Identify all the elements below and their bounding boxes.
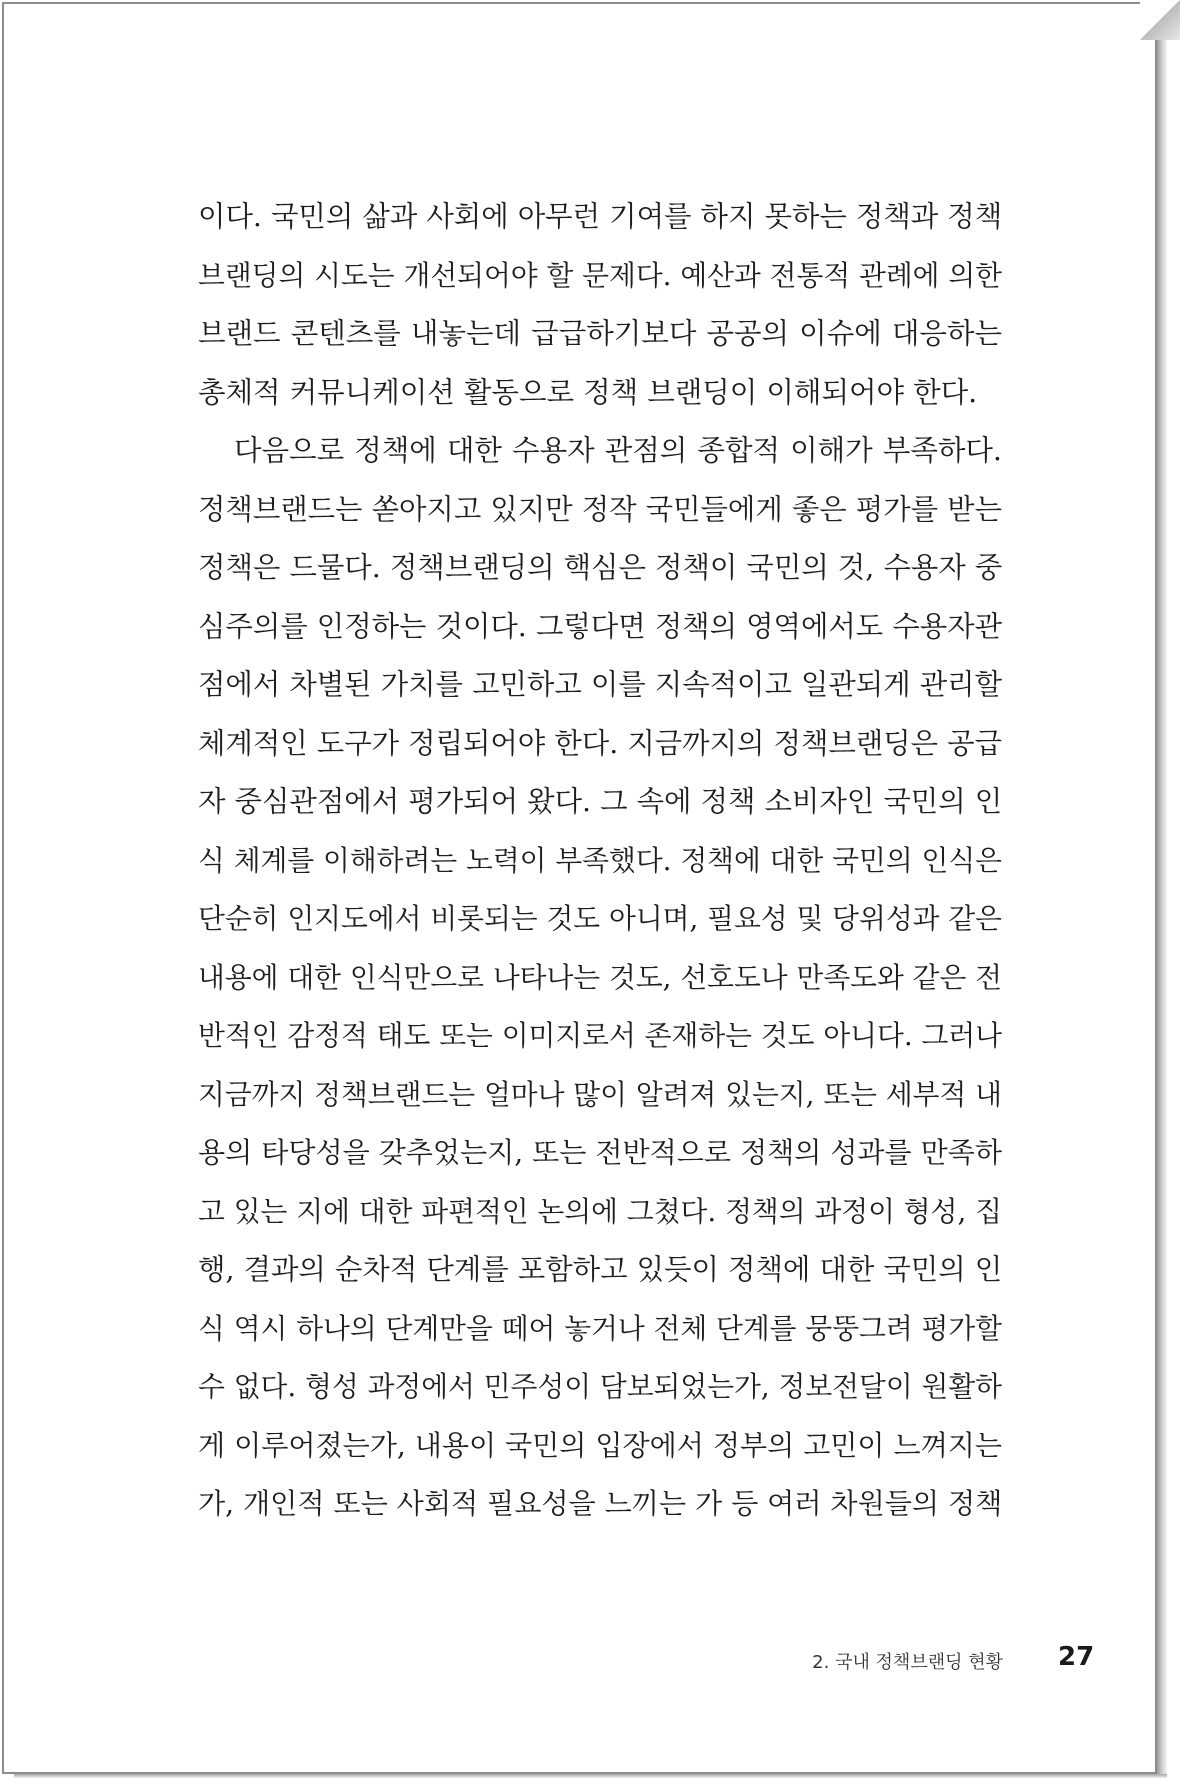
- text-line: 게 이루어졌는가, 내용이 국민의 입장에서 정부의 고민이 느껴지는: [198, 1428, 1002, 1462]
- text-line: 브랜드 콘텐츠를 내놓는데 급급하기보다 공공의 이슈에 대응하는: [198, 317, 1002, 350]
- text-line: 가, 개인적 또는 사회적 필요성을 느끼는 가 등 여러 차원들의 정책: [198, 1487, 1003, 1520]
- text-line: 식 역시 하나의 단계만을 떼어 놓거나 전체 단계를 뭉뚱그려 평가할: [198, 1311, 1002, 1345]
- text-line: 고 있는 지에 대한 파편적인 논의에 그쳤다. 정책의 과정이 형성, 집: [198, 1194, 1002, 1228]
- running-footer-section-title: 2. 국내 정책브랜딩 현황: [812, 1652, 1003, 1673]
- text-line: 정책은 드물다. 정책브랜딩의 핵심은 정책이 국민의 것, 수용자 중: [198, 551, 1003, 584]
- text-line: 심주의를 인정하는 것이다. 그렇다면 정책의 영역에서도 수용자관: [198, 609, 1002, 643]
- body-text: [198, 188, 1002, 1534]
- text-line: 다음으로 정책에 대한 수용자 관점의 종합적 이해가 부족하다.: [234, 434, 1002, 467]
- text-line: 브랜딩의 시도는 개선되어야 할 문제다. 예산과 전통적 관례에 의한: [198, 258, 1002, 292]
- text-line: 자 중심관점에서 평가되어 왔다. 그 속에 정책 소비자인 국민의 인: [198, 785, 1003, 818]
- text-line: 행, 결과의 순차적 단계를 포함하고 있듯이 정책에 대한 국민의 인: [198, 1253, 1003, 1286]
- text-line: 반적인 감정적 태도 또는 이미지로서 존재하는 것도 아니다. 그러나: [198, 1019, 1002, 1052]
- text-line: 총체적 커뮤니케이션 활동으로 정책 브랜딩이 이해되어야 한다.: [198, 375, 978, 409]
- text-line: 정책브랜드는 쏟아지고 있지만 정작 국민들에게 좋은 평가를 받는: [198, 492, 1002, 526]
- page-number: 27: [1058, 1642, 1095, 1672]
- text-line: 단순히 인지도에서 비롯되는 것도 아니며, 필요성 및 당위성과 같은: [198, 902, 1002, 935]
- text-line: 내용에 대한 인식만으로 나타나는 것도, 선호도나 만족도와 같은 전: [198, 960, 1002, 994]
- text-line: 용의 타당성을 갖추었는지, 또는 전반적으로 정책의 성과를 만족하: [198, 1136, 1002, 1169]
- text-line: 체계적인 도구가 정립되어야 한다. 지금까지의 정책브랜딩은 공급: [198, 726, 1002, 760]
- page-corner-fold: [1140, 0, 1180, 40]
- text-line: 식 체계를 이해하려는 노력이 부족했다. 정책에 대한 국민의 인식은: [198, 843, 1002, 877]
- text-line: 점에서 차별된 가치를 고민하고 이를 지속적이고 일관되게 관리할: [198, 668, 1002, 701]
- page-bottom-shadow: [14, 1774, 1167, 1778]
- text-line: 지금까지 정책브랜드는 얼마나 많이 알려져 있는지, 또는 세부적 내: [198, 1077, 1002, 1111]
- page-footer: [0, 1640, 1183, 1680]
- text-line: 수 없다. 형성 과정에서 민주성이 담보되었는가, 정보전달이 원활하: [198, 1370, 1002, 1403]
- text-line: 이다. 국민의 삶과 사회에 아무런 기여를 하지 못하는 정책과 정책: [198, 200, 1003, 233]
- page-edge-shadow: [1157, 14, 1167, 1776]
